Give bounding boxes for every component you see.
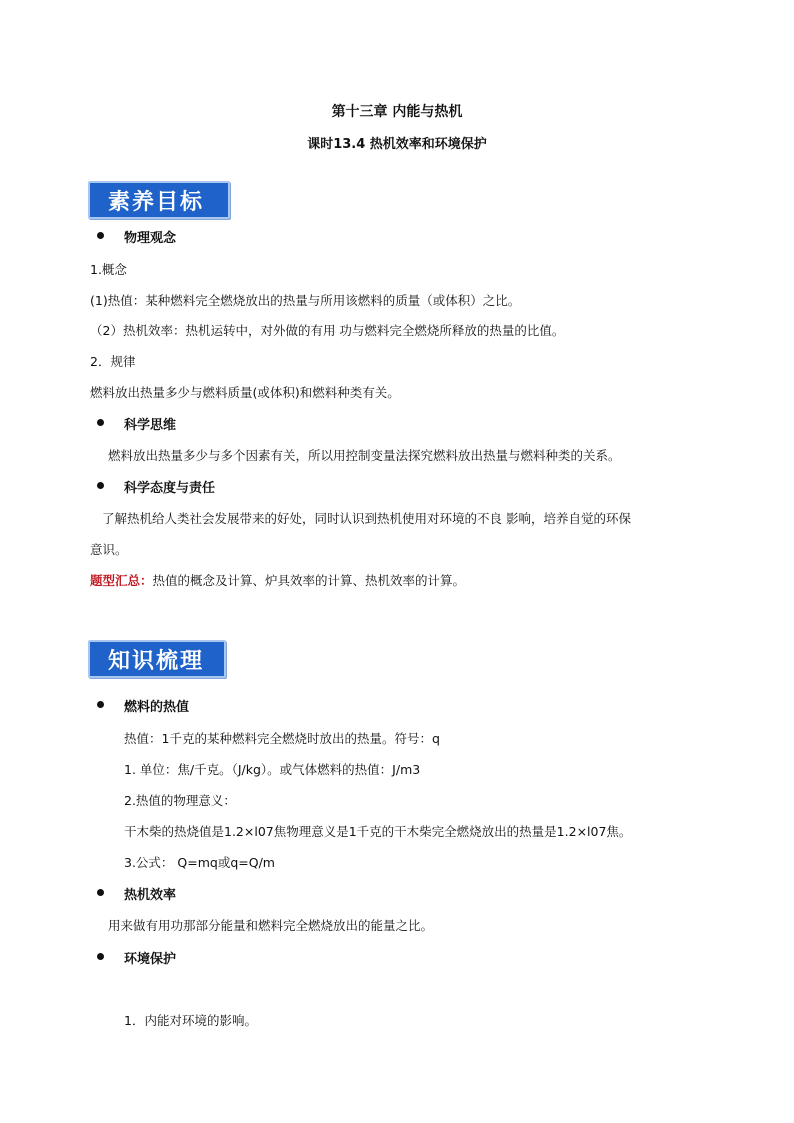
- heat-value-line: 3.公式： Q=mq或q=Q/m: [124, 855, 275, 870]
- physics-concept-heading: 物理观念: [124, 231, 177, 246]
- concept-line: 2．规律: [90, 354, 136, 369]
- science-thinking-heading: 科学思维: [124, 418, 177, 433]
- engine-efficiency-line: 用来做有用功那部分能量和燃料完全燃烧放出的能量之比。: [108, 918, 434, 933]
- goals-banner: 素养目标: [88, 181, 230, 219]
- summary-line: [90, 571, 465, 589]
- engine-efficiency-heading: 热机效率: [124, 888, 177, 903]
- environment-line: 1．内能对环境的影响。: [124, 1013, 257, 1028]
- knowledge-banner: 知识梳理: [88, 640, 226, 678]
- concept-line: 燃料放出热量多少与燃料质量(或体积)和燃料种类有关。: [90, 385, 400, 400]
- heat-value-line: 热值：1千克的某种燃料完全燃烧时放出的热量。符号：q: [124, 731, 440, 746]
- science-thinking-line: 燃料放出热量多少与多个因素有关，所以用控制变量法探究燃料放出热量与燃料种类的关系。: [108, 448, 621, 463]
- fuel-heat-value-heading: 燃料的热值: [124, 700, 190, 715]
- bullet-icon: [97, 889, 104, 896]
- heat-value-line: 2.热值的物理意义：: [124, 793, 236, 808]
- bullet-icon: [97, 701, 104, 708]
- environment-heading: 环境保护: [124, 952, 177, 967]
- concept-line: 1.概念: [90, 262, 127, 277]
- concept-line: (1)热值：某种燃料完全燃烧放出的热量与所用该燃料的质量（或体积）之比。: [90, 293, 521, 308]
- heat-value-line: 1. 单位：焦/千克。（J/kg）。或气体燃料的热值：J/m3: [124, 762, 421, 777]
- bullet-icon: [97, 953, 104, 960]
- summary-label: 题型汇总：: [90, 573, 153, 588]
- bullet-icon: [97, 232, 104, 239]
- chapter-title: 第十三章 内能与热机: [331, 104, 463, 120]
- concept-line: （2）热机效率：热机运转中，对外做的有用 功与燃料完全燃烧所释放的热量的比值。: [90, 323, 565, 338]
- bullet-icon: [97, 419, 104, 426]
- attitude-line: 了解热机给人类社会发展带来的好处，同时认识到热机使用对环境的不良 影响，培养自觉的环保: [102, 511, 631, 526]
- summary-text: 热值的概念及计算、炉具效率的计算、热机效率的计算。: [152, 573, 466, 588]
- lesson-title: 课时13.4 热机效率和环境保护: [307, 137, 487, 152]
- attitude-heading: 科学态度与责任: [124, 481, 216, 496]
- bullet-icon: [97, 482, 104, 489]
- attitude-line: 意识。: [90, 542, 128, 557]
- heat-value-line: 干木柴的热烧值是1.2×l07焦物理意义是1千克的干木柴完全燃烧放出的热量是1.2×l07焦。: [124, 824, 632, 839]
